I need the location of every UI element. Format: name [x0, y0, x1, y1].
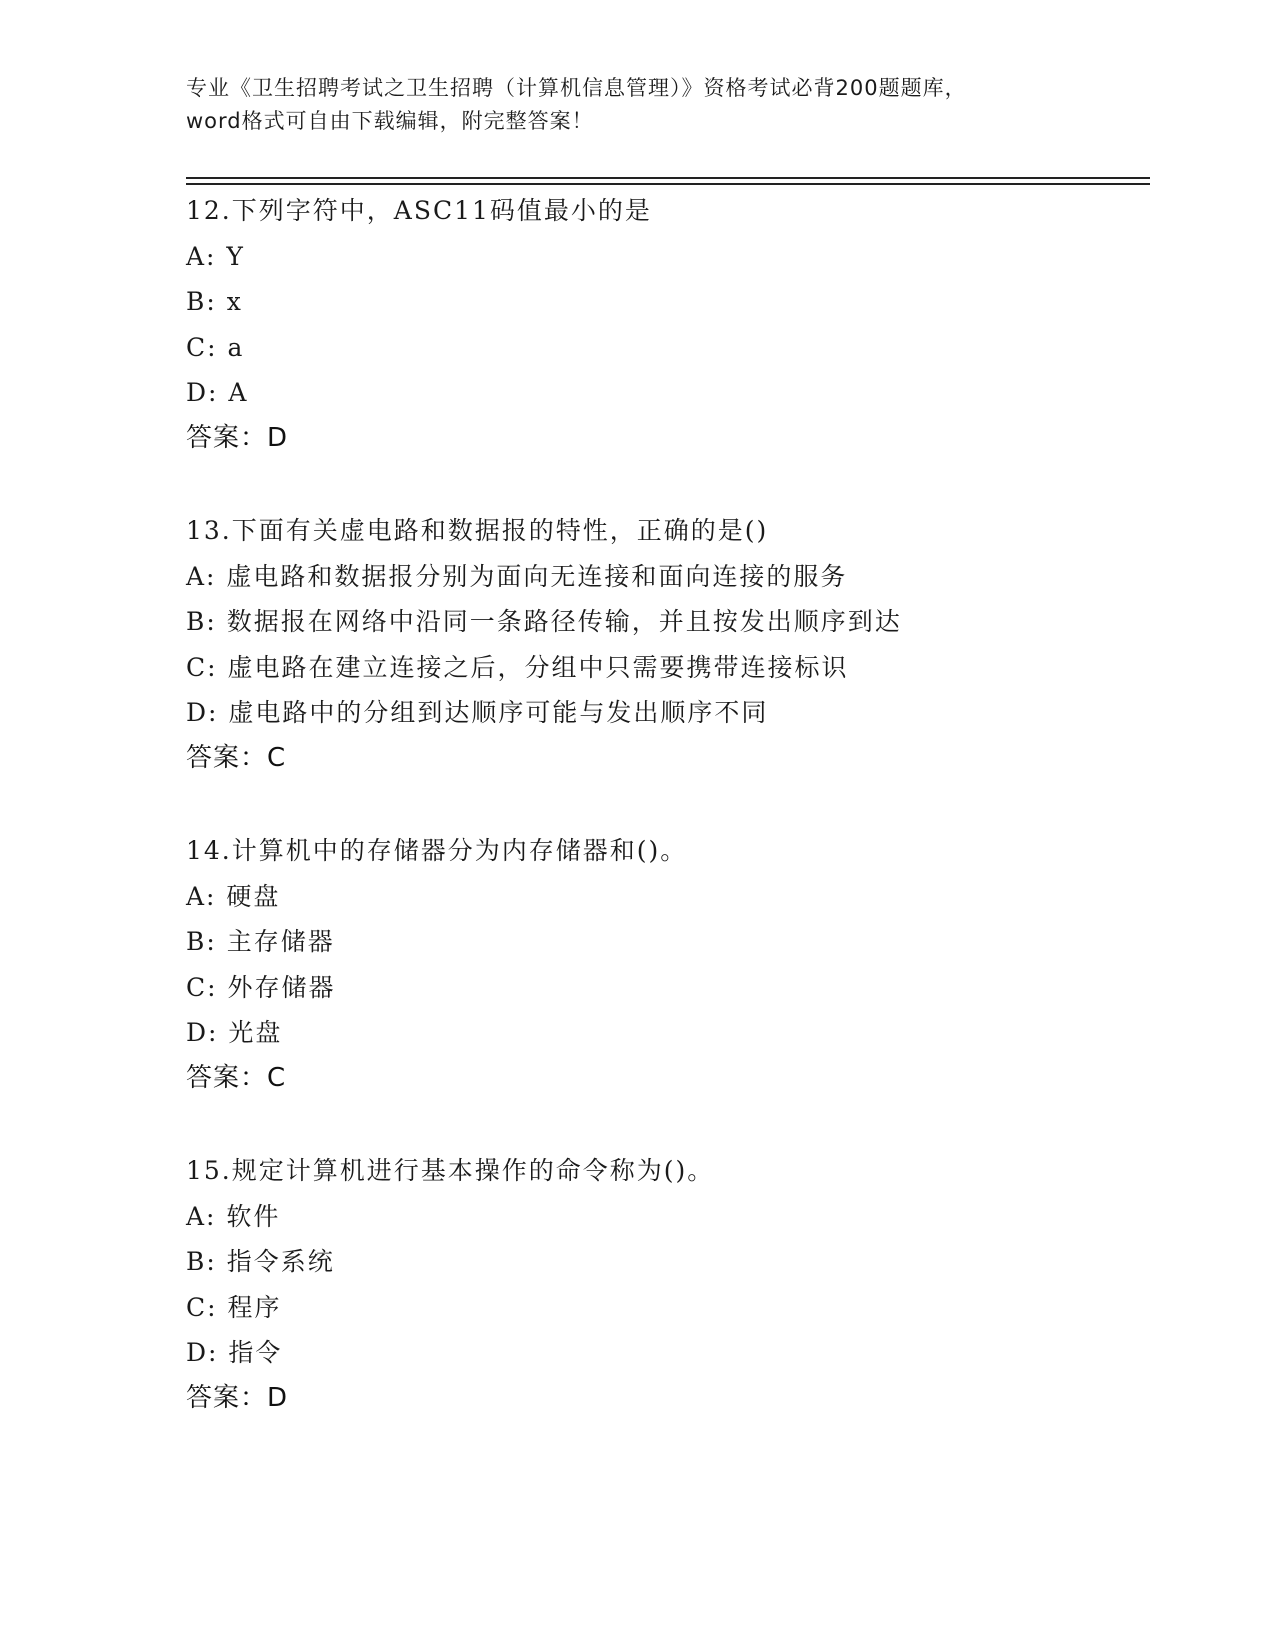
question-12: [186, 188, 1150, 461]
header-divider-bottom: [186, 183, 1150, 185]
option-d: D: 指令: [186, 1338, 283, 1367]
question-title: 13.下面有关虚电路和数据报的特性，正确的是(): [186, 516, 769, 545]
option-b: B: 主存储器: [186, 927, 335, 956]
option-d: D: A: [186, 378, 249, 407]
header-divider-top: [186, 177, 1150, 179]
option-c: C: 虚电路在建立连接之后，分组中只需要携带连接标识: [186, 652, 849, 682]
answer: 答案：D: [186, 1382, 289, 1413]
question-13: [186, 508, 1150, 781]
answer: 答案：D: [186, 422, 289, 453]
option-a: A: Y: [186, 241, 245, 271]
document-header: [186, 72, 1086, 138]
question-title: 12.下列字符中，ASC11码值最小的是: [186, 196, 652, 225]
option-b: B: x: [186, 287, 243, 316]
option-a: A: 虚电路和数据报分别为面向无连接和面向连接的服务: [186, 561, 848, 591]
option-c: C: 外存储器: [186, 972, 336, 1002]
header-line-1: 专业《卫生招聘考试之卫生招聘（计算机信息管理）》资格考试必背200题题库，: [186, 76, 967, 100]
option-b: B: 数据报在网络中沿同一条路径传输，并且按发出顺序到达: [186, 607, 902, 636]
question-14: [186, 828, 1150, 1101]
question-title: 14.计算机中的存储器分为内存储器和()。: [186, 836, 688, 865]
option-d: D: 虚电路中的分组到达顺序可能与发出顺序不同: [186, 698, 769, 727]
question-15: [186, 1148, 1150, 1421]
header-line-2: word格式可自由下载编辑，附完整答案！: [186, 109, 594, 133]
option-a: A: 软件: [186, 1201, 281, 1231]
answer: 答案：C: [186, 1062, 287, 1093]
option-c: C: 程序: [186, 1292, 282, 1322]
question-title: 15.规定计算机进行基本操作的命令称为()。: [186, 1156, 715, 1185]
option-c: C: a: [186, 332, 245, 362]
option-a: A: 硬盘: [186, 881, 281, 911]
option-d: D: 光盘: [186, 1018, 283, 1047]
option-b: B: 指令系统: [186, 1247, 335, 1276]
answer: 答案：C: [186, 742, 287, 773]
